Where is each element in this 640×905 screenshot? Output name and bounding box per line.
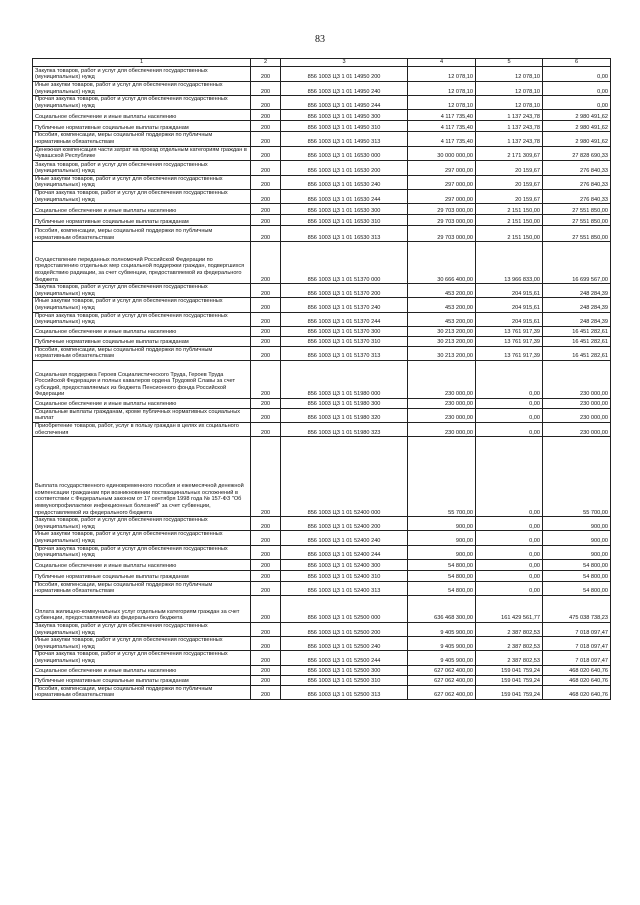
row-fact-cell: 161 429 561,77 <box>476 596 543 623</box>
row-rest-cell: 16 451 282,61 <box>543 346 611 360</box>
table-row <box>33 517 611 531</box>
row-rest-cell: 276 840,33 <box>543 160 611 175</box>
row-rest-cell: 54 800,00 <box>543 570 611 581</box>
table-row <box>33 96 611 110</box>
row-rest-cell: 16 451 282,61 <box>543 326 611 336</box>
row-fact-cell: 0,00 <box>476 408 543 422</box>
row-rest-cell: 27 551 850,00 <box>543 226 611 242</box>
row-vid-cell: 200 <box>251 675 281 685</box>
row-plan-cell: 453 200,00 <box>408 284 476 298</box>
row-code-cell: 856 1003 ЦЗ 1 01 51370 310 <box>281 336 408 346</box>
row-name-cell: Социальное обеспечение и иные выплаты населению <box>33 398 251 408</box>
row-vid-cell: 200 <box>251 110 281 121</box>
row-rest-cell: 27 551 850,00 <box>543 204 611 215</box>
row-fact-cell: 2 387 802,53 <box>476 623 543 637</box>
row-fact-cell: 0,00 <box>476 545 543 559</box>
row-fact-cell: 0,00 <box>476 360 543 398</box>
column-number-row <box>33 59 611 67</box>
table-row <box>33 132 611 146</box>
row-name-cell: Публичные нормативные социальные выплаты гражданам <box>33 675 251 685</box>
row-rest-cell: 7 018 097,47 <box>543 637 611 651</box>
row-vid-cell: 200 <box>251 226 281 242</box>
row-rest-cell: 16 451 282,61 <box>543 336 611 346</box>
table-row <box>33 360 611 398</box>
row-rest-cell: 27 828 690,33 <box>543 146 611 160</box>
row-fact-cell: 0,00 <box>476 559 543 570</box>
row-rest-cell: 27 551 850,00 <box>543 215 611 226</box>
row-fact-cell: 204 915,61 <box>476 312 543 326</box>
row-plan-cell: 12 078,10 <box>408 67 476 82</box>
row-name-cell: Социальное обеспечение и иные выплаты населению <box>33 110 251 121</box>
row-fact-cell: 20 159,67 <box>476 160 543 175</box>
row-vid-cell: 200 <box>251 204 281 215</box>
row-code-cell: 856 1003 ЦЗ 1 01 52500 310 <box>281 675 408 685</box>
row-fact-cell: 13 761 917,39 <box>476 326 543 336</box>
table-row <box>33 675 611 685</box>
row-name-cell: Социальные выплаты гражданам, кроме публичных нормативных социальных выплат <box>33 408 251 422</box>
row-rest-cell: 248 284,39 <box>543 298 611 312</box>
table-row <box>33 226 611 242</box>
row-name-cell: Социальное обеспечение и иные выплаты населению <box>33 204 251 215</box>
row-rest-cell: 16 699 567,00 <box>543 242 611 284</box>
row-code-cell: 856 1003 ЦЗ 1 01 16530 000 <box>281 146 408 160</box>
row-vid-cell: 200 <box>251 121 281 132</box>
row-rest-cell: 230 000,00 <box>543 398 611 408</box>
row-fact-cell: 0,00 <box>476 581 543 595</box>
row-code-cell: 856 1003 ЦЗ 1 01 52500 200 <box>281 623 408 637</box>
row-name-cell: Пособия, компенсации, меры социальной поддержки по публичным нормативным обязательствам <box>33 685 251 699</box>
row-plan-cell: 230 000,00 <box>408 360 476 398</box>
row-rest-cell: 475 038 738,23 <box>543 596 611 623</box>
table-row <box>33 312 611 326</box>
row-code-cell: 856 1003 ЦЗ 1 01 51370 000 <box>281 242 408 284</box>
row-name-cell: Прочая закупка товаров, работ и услуг для обеспечения государственных (муниципальных) нужд <box>33 96 251 110</box>
row-rest-cell: 2 980 491,62 <box>543 110 611 121</box>
row-code-cell: 856 1003 ЦЗ 1 01 52500 313 <box>281 685 408 699</box>
row-name-cell: Пособия, компенсации, меры социальной поддержки по публичным нормативным обязательствам <box>33 346 251 360</box>
row-fact-cell: 0,00 <box>476 570 543 581</box>
row-code-cell: 856 1003 ЦЗ 1 01 16530 310 <box>281 215 408 226</box>
row-name-cell: Социальное обеспечение и иные выплаты населению <box>33 559 251 570</box>
row-fact-cell: 0,00 <box>476 423 543 437</box>
row-fact-cell: 13 966 833,00 <box>476 242 543 284</box>
row-vid-cell: 200 <box>251 637 281 651</box>
row-plan-cell: 297 000,00 <box>408 189 476 203</box>
row-fact-cell: 204 915,61 <box>476 284 543 298</box>
row-vid-cell: 200 <box>251 408 281 422</box>
row-code-cell: 856 1003 ЦЗ 1 01 52500 300 <box>281 665 408 675</box>
row-vid-cell: 200 <box>251 360 281 398</box>
row-rest-cell: 7 018 097,47 <box>543 651 611 665</box>
row-plan-cell: 4 117 735,40 <box>408 110 476 121</box>
row-code-cell: 856 1003 ЦЗ 1 01 14950 313 <box>281 132 408 146</box>
row-code-cell: 856 1003 ЦЗ 1 01 51980 000 <box>281 360 408 398</box>
table-row <box>33 545 611 559</box>
table-row <box>33 408 611 422</box>
column-header-5: 5 <box>476 59 543 67</box>
row-rest-cell: 0,00 <box>543 67 611 82</box>
row-plan-cell: 636 468 300,00 <box>408 596 476 623</box>
row-name-cell: Прочая закупка товаров, работ и услуг для обеспечения государственных (муниципальных) нужд <box>33 312 251 326</box>
table-row <box>33 531 611 545</box>
row-plan-cell: 900,00 <box>408 517 476 531</box>
row-code-cell: 856 1003 ЦЗ 1 01 14950 200 <box>281 67 408 82</box>
row-name-cell: Социальная поддержка Героев Социалистического Труда, Героев Труда Российской Федерации и полных кавалеров ордена Трудовой Славы за счет субсидий, предоставляемых из бюджета Пенсионного фонда Российской Федерации <box>33 360 251 398</box>
table-row <box>33 685 611 699</box>
row-code-cell: 856 1003 ЦЗ 1 01 14950 244 <box>281 96 408 110</box>
row-vid-cell: 200 <box>251 423 281 437</box>
row-code-cell: 856 1003 ЦЗ 1 01 16530 240 <box>281 175 408 189</box>
table-row <box>33 326 611 336</box>
row-vid-cell: 200 <box>251 685 281 699</box>
row-fact-cell: 159 041 759,24 <box>476 685 543 699</box>
table-row <box>33 82 611 96</box>
budget-table <box>32 58 611 700</box>
row-plan-cell: 29 703 000,00 <box>408 204 476 215</box>
row-plan-cell: 297 000,00 <box>408 160 476 175</box>
table-row <box>33 559 611 570</box>
row-rest-cell: 276 840,33 <box>543 175 611 189</box>
row-code-cell: 856 1003 ЦЗ 1 01 51370 244 <box>281 312 408 326</box>
row-vid-cell: 200 <box>251 215 281 226</box>
row-name-cell: Выплата государственного единовременного пособия и ежемесячной денежной компенсации гражданам при возникновении поствакцинальных осложнений в соответствии с Федеральным законом от 17 сентября 1998 года № 157-ФЗ "Об иммунопрофилактике инфекционных болезней" за счет субвенции, предоставляемой из федерального бюджета <box>33 437 251 517</box>
row-fact-cell: 204 915,61 <box>476 298 543 312</box>
row-plan-cell: 230 000,00 <box>408 423 476 437</box>
row-plan-cell: 30 213 200,00 <box>408 326 476 336</box>
row-plan-cell: 627 062 400,00 <box>408 665 476 675</box>
row-vid-cell: 200 <box>251 665 281 675</box>
row-rest-cell: 900,00 <box>543 531 611 545</box>
row-vid-cell: 200 <box>251 189 281 203</box>
row-fact-cell: 1 137 243,78 <box>476 110 543 121</box>
row-vid-cell: 200 <box>251 326 281 336</box>
row-rest-cell: 230 000,00 <box>543 408 611 422</box>
row-plan-cell: 4 117 735,40 <box>408 121 476 132</box>
row-plan-cell: 4 117 735,40 <box>408 132 476 146</box>
row-vid-cell: 200 <box>251 531 281 545</box>
table-row <box>33 336 611 346</box>
row-name-cell: Прочая закупка товаров, работ и услуг для обеспечения государственных (муниципальных) нужд <box>33 651 251 665</box>
row-fact-cell: 20 159,67 <box>476 189 543 203</box>
table-row <box>33 160 611 175</box>
table-row <box>33 110 611 121</box>
row-rest-cell: 468 020 640,76 <box>543 675 611 685</box>
row-code-cell: 856 1003 ЦЗ 1 01 51980 300 <box>281 398 408 408</box>
table-row <box>33 596 611 623</box>
row-code-cell: 856 1003 ЦЗ 1 01 51370 240 <box>281 298 408 312</box>
row-plan-cell: 30 666 400,00 <box>408 242 476 284</box>
row-plan-cell: 30 213 200,00 <box>408 336 476 346</box>
row-name-cell: Пособия, компенсации, меры социальной поддержки по публичным нормативным обязательствам <box>33 226 251 242</box>
row-vid-cell: 200 <box>251 132 281 146</box>
row-name-cell: Социальное обеспечение и иные выплаты населению <box>33 665 251 675</box>
table-row <box>33 423 611 437</box>
row-rest-cell: 7 018 097,47 <box>543 623 611 637</box>
row-fact-cell: 159 041 759,24 <box>476 665 543 675</box>
row-plan-cell: 297 000,00 <box>408 175 476 189</box>
row-vid-cell: 200 <box>251 242 281 284</box>
row-plan-cell: 627 062 400,00 <box>408 675 476 685</box>
row-plan-cell: 453 200,00 <box>408 298 476 312</box>
table-row <box>33 623 611 637</box>
row-name-cell: Иные закупки товаров, работ и услуг для обеспечения государственных (муниципальных) нужд <box>33 82 251 96</box>
row-fact-cell: 13 761 917,39 <box>476 336 543 346</box>
row-name-cell: Иные закупки товаров, работ и услуг для обеспечения государственных (муниципальных) нужд <box>33 531 251 545</box>
row-code-cell: 856 1003 ЦЗ 1 01 51980 323 <box>281 423 408 437</box>
row-vid-cell: 200 <box>251 559 281 570</box>
row-rest-cell: 54 800,00 <box>543 581 611 595</box>
row-code-cell: 856 1003 ЦЗ 1 01 52400 300 <box>281 559 408 570</box>
row-fact-cell: 159 041 759,24 <box>476 675 543 685</box>
row-vid-cell: 200 <box>251 398 281 408</box>
table-row <box>33 175 611 189</box>
row-vid-cell: 200 <box>251 596 281 623</box>
row-code-cell: 856 1003 ЦЗ 1 01 16530 313 <box>281 226 408 242</box>
row-vid-cell: 200 <box>251 346 281 360</box>
row-name-cell: Приобретение товаров, работ, услуг в пользу граждан в целях их социального обеспечения <box>33 423 251 437</box>
table-row <box>33 121 611 132</box>
row-rest-cell: 900,00 <box>543 517 611 531</box>
row-vid-cell: 200 <box>251 336 281 346</box>
row-vid-cell: 200 <box>251 651 281 665</box>
row-name-cell: Оплата жилищно-коммунальных услуг отдельным категориям граждан за счет субвенции, предоставляемой из федерального бюджета <box>33 596 251 623</box>
row-code-cell: 856 1003 ЦЗ 1 01 52500 244 <box>281 651 408 665</box>
table-row <box>33 437 611 517</box>
table-row <box>33 298 611 312</box>
row-name-cell: Прочая закупка товаров, работ и услуг для обеспечения государственных (муниципальных) нужд <box>33 189 251 203</box>
row-fact-cell: 0,00 <box>476 517 543 531</box>
row-rest-cell: 900,00 <box>543 545 611 559</box>
row-rest-cell: 0,00 <box>543 82 611 96</box>
table-row <box>33 398 611 408</box>
row-name-cell: Иные закупки товаров, работ и услуг для обеспечения государственных (муниципальных) нужд <box>33 175 251 189</box>
row-plan-cell: 9 405 900,00 <box>408 623 476 637</box>
row-vid-cell: 200 <box>251 312 281 326</box>
row-rest-cell: 2 980 491,62 <box>543 132 611 146</box>
page-number: 83 <box>315 34 325 45</box>
row-vid-cell: 200 <box>251 82 281 96</box>
row-name-cell: Прочая закупка товаров, работ и услуг для обеспечения государственных (муниципальных) нужд <box>33 545 251 559</box>
row-vid-cell: 200 <box>251 96 281 110</box>
column-header-3: 3 <box>281 59 408 67</box>
row-name-cell: Осуществление переданных полномочий Российской Федерации по предоставлению отдельных мер социальной поддержки граждан, подвергшихся воздействию радиации, за счет субвенции, предоставляемой из федерального бюджета <box>33 242 251 284</box>
table-row <box>33 637 611 651</box>
row-fact-cell: 1 137 243,78 <box>476 121 543 132</box>
row-fact-cell: 13 761 917,39 <box>476 346 543 360</box>
row-plan-cell: 453 200,00 <box>408 312 476 326</box>
row-plan-cell: 900,00 <box>408 545 476 559</box>
row-name-cell: Денежная компенсация части затрат на проезд отдельным категориям граждан в Чувашской Республике <box>33 146 251 160</box>
row-plan-cell: 900,00 <box>408 531 476 545</box>
row-plan-cell: 12 078,10 <box>408 82 476 96</box>
row-name-cell: Публичные нормативные социальные выплаты гражданам <box>33 215 251 226</box>
row-fact-cell: 2 151 150,00 <box>476 204 543 215</box>
row-vid-cell: 200 <box>251 298 281 312</box>
column-header-2: 2 <box>251 59 281 67</box>
row-fact-cell: 0,00 <box>476 531 543 545</box>
table-row <box>33 215 611 226</box>
row-code-cell: 856 1003 ЦЗ 1 01 52400 244 <box>281 545 408 559</box>
table-row <box>33 570 611 581</box>
row-plan-cell: 30 213 200,00 <box>408 346 476 360</box>
table-row <box>33 242 611 284</box>
row-rest-cell: 54 800,00 <box>543 559 611 570</box>
table-row <box>33 581 611 595</box>
row-code-cell: 856 1003 ЦЗ 1 01 14950 240 <box>281 82 408 96</box>
row-fact-cell: 2 151 150,00 <box>476 226 543 242</box>
row-rest-cell: 276 840,33 <box>543 189 611 203</box>
row-fact-cell: 1 137 243,78 <box>476 132 543 146</box>
row-code-cell: 856 1003 ЦЗ 1 01 52400 240 <box>281 531 408 545</box>
row-vid-cell: 200 <box>251 437 281 517</box>
row-code-cell: 856 1003 ЦЗ 1 01 52500 240 <box>281 637 408 651</box>
row-fact-cell: 20 159,67 <box>476 175 543 189</box>
row-fact-cell: 0,00 <box>476 437 543 517</box>
row-code-cell: 856 1003 ЦЗ 1 01 52400 310 <box>281 570 408 581</box>
row-plan-cell: 54 800,00 <box>408 581 476 595</box>
row-vid-cell: 200 <box>251 67 281 82</box>
row-plan-cell: 627 062 400,00 <box>408 685 476 699</box>
row-plan-cell: 9 405 900,00 <box>408 651 476 665</box>
column-header-1: 1 <box>33 59 251 67</box>
row-code-cell: 856 1003 ЦЗ 1 01 52400 000 <box>281 437 408 517</box>
row-code-cell: 856 1003 ЦЗ 1 01 14950 310 <box>281 121 408 132</box>
row-rest-cell: 468 020 640,76 <box>543 665 611 675</box>
row-name-cell: Публичные нормативные социальные выплаты гражданам <box>33 336 251 346</box>
row-code-cell: 856 1003 ЦЗ 1 01 51370 313 <box>281 346 408 360</box>
row-name-cell: Закупка товаров, работ и услуг для обеспечения государственных (муниципальных) нужд <box>33 517 251 531</box>
table-row <box>33 651 611 665</box>
row-vid-cell: 200 <box>251 517 281 531</box>
row-name-cell: Социальное обеспечение и иные выплаты населению <box>33 326 251 336</box>
row-fact-cell: 2 151 150,00 <box>476 215 543 226</box>
row-plan-cell: 230 000,00 <box>408 398 476 408</box>
row-fact-cell: 12 078,10 <box>476 82 543 96</box>
row-plan-cell: 30 000 000,00 <box>408 146 476 160</box>
row-vid-cell: 200 <box>251 623 281 637</box>
row-rest-cell: 55 700,00 <box>543 437 611 517</box>
row-plan-cell: 29 703 000,00 <box>408 226 476 242</box>
row-plan-cell: 230 000,00 <box>408 408 476 422</box>
row-vid-cell: 200 <box>251 146 281 160</box>
row-rest-cell: 0,00 <box>543 96 611 110</box>
row-plan-cell: 9 405 900,00 <box>408 637 476 651</box>
budget-table-body <box>33 67 611 700</box>
row-code-cell: 856 1003 ЦЗ 1 01 16530 200 <box>281 160 408 175</box>
row-name-cell: Закупка товаров, работ и услуг для обеспечения государственных (муниципальных) нужд <box>33 160 251 175</box>
row-name-cell: Закупка товаров, работ и услуг для обеспечения государственных (муниципальных) нужд <box>33 284 251 298</box>
row-rest-cell: 230 000,00 <box>543 360 611 398</box>
row-plan-cell: 55 700,00 <box>408 437 476 517</box>
row-plan-cell: 29 703 000,00 <box>408 215 476 226</box>
row-rest-cell: 468 020 640,76 <box>543 685 611 699</box>
table-row <box>33 204 611 215</box>
column-header-4: 4 <box>408 59 476 67</box>
row-code-cell: 856 1003 ЦЗ 1 01 16530 244 <box>281 189 408 203</box>
row-vid-cell: 200 <box>251 545 281 559</box>
table-row <box>33 189 611 203</box>
row-rest-cell: 248 284,39 <box>543 284 611 298</box>
row-vid-cell: 200 <box>251 284 281 298</box>
row-plan-cell: 54 800,00 <box>408 559 476 570</box>
row-name-cell: Иные закупки товаров, работ и услуг для обеспечения государственных (муниципальных) нужд <box>33 298 251 312</box>
row-vid-cell: 200 <box>251 581 281 595</box>
row-name-cell: Публичные нормативные социальные выплаты гражданам <box>33 121 251 132</box>
row-code-cell: 856 1003 ЦЗ 1 01 16530 300 <box>281 204 408 215</box>
row-rest-cell: 2 980 491,62 <box>543 121 611 132</box>
row-fact-cell: 12 078,10 <box>476 96 543 110</box>
row-rest-cell: 230 000,00 <box>543 423 611 437</box>
row-vid-cell: 200 <box>251 175 281 189</box>
row-code-cell: 856 1003 ЦЗ 1 01 52400 313 <box>281 581 408 595</box>
row-name-cell: Закупка товаров, работ и услуг для обеспечения государственных (муниципальных) нужд <box>33 623 251 637</box>
column-header-6: 6 <box>543 59 611 67</box>
row-name-cell: Закупка товаров, работ и услуг для обеспечения государственных (муниципальных) нужд <box>33 67 251 82</box>
row-fact-cell: 2 387 802,53 <box>476 651 543 665</box>
table-row <box>33 665 611 675</box>
row-name-cell: Иные закупки товаров, работ и услуг для обеспечения государственных (муниципальных) нужд <box>33 637 251 651</box>
table-row <box>33 146 611 160</box>
row-fact-cell: 2 387 802,53 <box>476 637 543 651</box>
row-name-cell: Публичные нормативные социальные выплаты гражданам <box>33 570 251 581</box>
row-plan-cell: 12 078,10 <box>408 96 476 110</box>
row-code-cell: 856 1003 ЦЗ 1 01 51370 300 <box>281 326 408 336</box>
row-code-cell: 856 1003 ЦЗ 1 01 14950 300 <box>281 110 408 121</box>
row-code-cell: 856 1003 ЦЗ 1 01 52500 000 <box>281 596 408 623</box>
row-name-cell: Пособия, компенсации, меры социальной поддержки по публичным нормативным обязательствам <box>33 132 251 146</box>
row-fact-cell: 12 078,10 <box>476 67 543 82</box>
row-fact-cell: 0,00 <box>476 398 543 408</box>
table-row <box>33 284 611 298</box>
row-code-cell: 856 1003 ЦЗ 1 01 51370 200 <box>281 284 408 298</box>
table-row <box>33 67 611 82</box>
row-vid-cell: 200 <box>251 160 281 175</box>
row-rest-cell: 248 284,39 <box>543 312 611 326</box>
row-code-cell: 856 1003 ЦЗ 1 01 51980 320 <box>281 408 408 422</box>
row-plan-cell: 54 800,00 <box>408 570 476 581</box>
row-name-cell: Пособия, компенсации, меры социальной поддержки по публичным нормативным обязательствам <box>33 581 251 595</box>
row-code-cell: 856 1003 ЦЗ 1 01 52400 200 <box>281 517 408 531</box>
table-row <box>33 346 611 360</box>
row-fact-cell: 2 171 309,67 <box>476 146 543 160</box>
row-vid-cell: 200 <box>251 570 281 581</box>
